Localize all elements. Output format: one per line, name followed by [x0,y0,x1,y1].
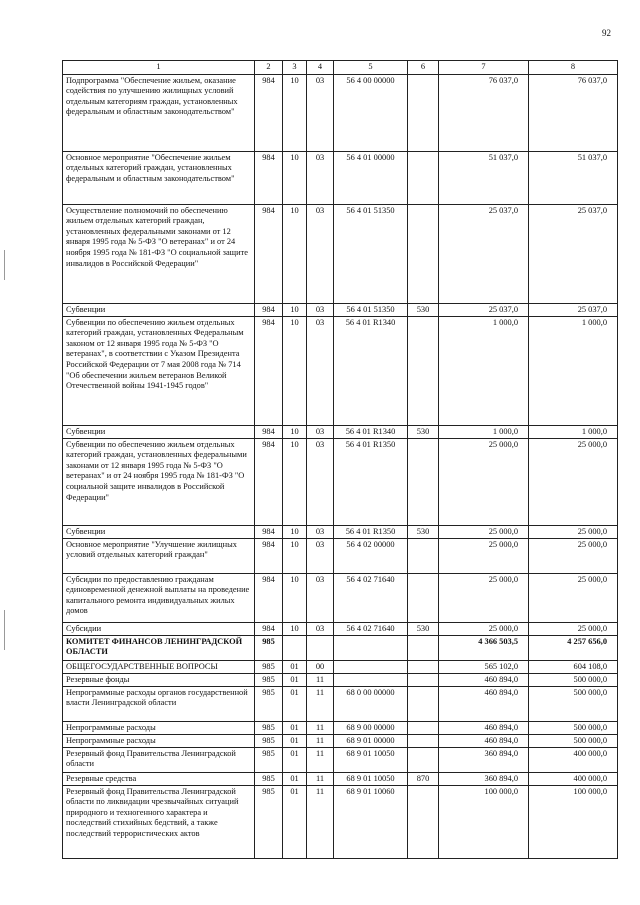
amount-year1-cell: 1 000,0 [439,316,529,425]
target-article-cell: 68 0 00 00000 [334,686,408,721]
section-code-cell: 01 [283,747,307,772]
target-article-cell: 56 4 01 00000 [334,151,408,204]
row-name-cell: Основное мероприятие "Обеспечение жильем отдельных категорий граждан, установленных федеральным и областным законодательством" [63,151,255,204]
amount-year1-cell: 360 894,0 [439,772,529,785]
expense-type-cell [408,635,439,660]
row-name-cell: Непрограммные расходы органов государственной власти Ленинградской области [63,686,255,721]
target-article-cell: 68 9 00 00000 [334,721,408,734]
target-article-cell: 56 4 01 51350 [334,204,408,303]
target-article-cell: 56 4 00 00000 [334,74,408,151]
section-code-cell: 10 [283,525,307,538]
expense-type-cell [408,151,439,204]
column-header-2: 2 [255,61,283,75]
section-code-cell: 01 [283,734,307,747]
subsection-code-cell: 03 [307,525,334,538]
subsection-code-cell: 11 [307,734,334,747]
subsection-code-cell: 11 [307,747,334,772]
section-code-cell: 10 [283,622,307,635]
expense-type-cell: 870 [408,772,439,785]
expense-type-cell: 530 [408,303,439,316]
column-header-6: 6 [408,61,439,75]
subsection-code-cell: 03 [307,151,334,204]
row-name-cell: Субвенции [63,525,255,538]
table-row [63,316,618,425]
amount-year1-cell: 25 000,0 [439,538,529,573]
amount-year1-cell: 460 894,0 [439,721,529,734]
amount-year1-cell: 25 037,0 [439,204,529,303]
amount-year2-cell: 25 000,0 [529,538,618,573]
section-code-cell: 10 [283,425,307,438]
target-article-cell: 56 4 02 00000 [334,538,408,573]
target-article-cell: 68 9 01 10050 [334,772,408,785]
expense-type-cell: 530 [408,525,439,538]
ministry-code-cell: 984 [255,303,283,316]
table-row [63,622,618,635]
subsection-code-cell: 11 [307,721,334,734]
amount-year1-cell: 51 037,0 [439,151,529,204]
ministry-code-cell: 985 [255,772,283,785]
amount-year2-cell: 25 000,0 [529,438,618,525]
amount-year2-cell: 25 000,0 [529,573,618,622]
section-code-cell: 01 [283,785,307,858]
table-row [63,747,618,772]
expense-type-cell [408,538,439,573]
target-article-cell: 56 4 01 R1340 [334,316,408,425]
amount-year1-cell: 76 037,0 [439,74,529,151]
target-article-cell [334,635,408,660]
column-header-1: 1 [63,61,255,75]
expense-type-cell [408,660,439,673]
expense-type-cell [408,573,439,622]
subsection-code-cell: 03 [307,573,334,622]
column-header-5: 5 [334,61,408,75]
target-article-cell: 68 9 01 00000 [334,734,408,747]
expense-type-cell: 530 [408,622,439,635]
ministry-code-cell: 985 [255,734,283,747]
row-name-cell: Основное мероприятие "Улучшение жилищных условий отдельных категорий граждан" [63,538,255,573]
row-name-cell: Субсидии [63,622,255,635]
amount-year1-cell: 25 000,0 [439,622,529,635]
table-row [63,721,618,734]
amount-year2-cell: 25 037,0 [529,303,618,316]
amount-year2-cell: 500 000,0 [529,673,618,686]
expense-type-cell: 530 [408,425,439,438]
ministry-code-cell: 985 [255,785,283,858]
row-name-cell: Субвенции [63,303,255,316]
amount-year2-cell: 1 000,0 [529,316,618,425]
expense-type-cell [408,204,439,303]
section-code-cell: 10 [283,573,307,622]
target-article-cell: 68 9 01 10050 [334,747,408,772]
ministry-code-cell: 984 [255,151,283,204]
target-article-cell: 56 4 01 R1350 [334,525,408,538]
subsection-code-cell: 03 [307,425,334,438]
ministry-code-cell: 984 [255,425,283,438]
target-article-cell: 68 9 01 10060 [334,785,408,858]
amount-year1-cell: 1 000,0 [439,425,529,438]
amount-year2-cell: 100 000,0 [529,785,618,858]
table-row [63,204,618,303]
target-article-cell [334,673,408,686]
amount-year2-cell: 1 000,0 [529,425,618,438]
expense-type-cell [408,316,439,425]
ministry-code-cell: 984 [255,316,283,425]
subsection-code-cell: 03 [307,538,334,573]
target-article-cell [334,660,408,673]
table-row [63,734,618,747]
subsection-code-cell: 11 [307,785,334,858]
expense-type-cell [408,673,439,686]
row-name-cell: Непрограммные расходы [63,734,255,747]
row-name-cell: Резервный фонд Правительства Ленинградской области [63,747,255,772]
table-row [63,573,618,622]
amount-year1-cell: 25 037,0 [439,303,529,316]
page-number: 92 [602,28,611,38]
target-article-cell: 56 4 01 51350 [334,303,408,316]
table-row [63,151,618,204]
subsection-code-cell: 11 [307,673,334,686]
ministry-code-cell: 984 [255,438,283,525]
section-code-cell [283,635,307,660]
ministry-code-cell: 984 [255,204,283,303]
row-name-cell: ОБЩЕГОСУДАРСТВЕННЫЕ ВОПРОСЫ [63,660,255,673]
column-header-3: 3 [283,61,307,75]
table-row [63,303,618,316]
table-row [63,635,618,660]
budget-table [62,60,618,859]
amount-year1-cell: 25 000,0 [439,525,529,538]
column-header-row [63,61,618,75]
expense-type-cell [408,747,439,772]
amount-year2-cell: 500 000,0 [529,686,618,721]
amount-year2-cell: 500 000,0 [529,734,618,747]
amount-year2-cell: 25 000,0 [529,622,618,635]
subsection-code-cell: 03 [307,622,334,635]
ministry-code-cell: 984 [255,74,283,151]
amount-year2-cell: 25 037,0 [529,204,618,303]
ministry-code-cell: 985 [255,660,283,673]
ministry-code-cell: 985 [255,635,283,660]
amount-year1-cell: 460 894,0 [439,673,529,686]
table-row [63,538,618,573]
table-row [63,525,618,538]
subsection-code-cell: 11 [307,686,334,721]
amount-year1-cell: 4 366 503,5 [439,635,529,660]
row-name-cell: Резервные фонды [63,673,255,686]
expense-type-cell [408,686,439,721]
row-name-cell: Субвенции [63,425,255,438]
row-name-cell: Резервный фонд Правительства Ленинградской области по ликвидации чрезвычайных ситуаций природного и техногенного характера и последствий стихийных бедствий, а также последствий террористических актов [63,785,255,858]
target-article-cell: 56 4 01 R1350 [334,438,408,525]
subsection-code-cell: 03 [307,438,334,525]
expense-type-cell [408,721,439,734]
column-header-8: 8 [529,61,618,75]
amount-year2-cell: 604 108,0 [529,660,618,673]
section-code-cell: 01 [283,673,307,686]
section-code-cell: 10 [283,303,307,316]
subsection-code-cell: 03 [307,303,334,316]
expense-type-cell [408,438,439,525]
subsection-code-cell: 00 [307,660,334,673]
expense-type-cell [408,734,439,747]
row-name-cell: Непрограммные расходы [63,721,255,734]
section-code-cell: 01 [283,686,307,721]
expense-type-cell [408,74,439,151]
amount-year1-cell: 460 894,0 [439,734,529,747]
amount-year1-cell: 360 894,0 [439,747,529,772]
table-row [63,772,618,785]
table-row [63,673,618,686]
amount-year2-cell: 400 000,0 [529,772,618,785]
table-row [63,785,618,858]
table-body [63,61,618,859]
amount-year1-cell: 565 102,0 [439,660,529,673]
amount-year1-cell: 25 000,0 [439,573,529,622]
table-row [63,438,618,525]
amount-year2-cell: 4 257 656,0 [529,635,618,660]
table-row [63,686,618,721]
target-article-cell: 56 4 01 R1340 [334,425,408,438]
ministry-code-cell: 984 [255,538,283,573]
expense-type-cell [408,785,439,858]
section-code-cell: 10 [283,316,307,425]
amount-year2-cell: 76 037,0 [529,74,618,151]
target-article-cell: 56 4 02 71640 [334,573,408,622]
ministry-code-cell: 985 [255,747,283,772]
section-code-cell: 01 [283,772,307,785]
row-name-cell: Подпрограмма "Обеспечение жильем, оказание содействия по улучшению жилищных условий отдельным категориям граждан, установленных федеральным и областным законодательством" [63,74,255,151]
table-row [63,425,618,438]
row-name-cell: Субвенции по обеспечению жильем отдельных категорий граждан, установленных Федеральным законом от 12 января 1995 года № 5-ФЗ "О ветеранах", в соответствии с Указом Президента Российской Федерации от 7 мая 2008 года № 714 "Об обеспечении жильем ветеранов Великой Отечественной войны 1941-1945 годов" [63,316,255,425]
amount-year2-cell: 400 000,0 [529,747,618,772]
amount-year2-cell: 25 000,0 [529,525,618,538]
ministry-code-cell: 984 [255,622,283,635]
section-code-cell: 10 [283,204,307,303]
section-code-cell: 01 [283,721,307,734]
ministry-code-cell: 984 [255,525,283,538]
amount-year2-cell: 500 000,0 [529,721,618,734]
row-name-cell: Резервные средства [63,772,255,785]
scan-edge-mark [4,610,5,650]
table-row [63,74,618,151]
amount-year1-cell: 100 000,0 [439,785,529,858]
amount-year1-cell: 25 000,0 [439,438,529,525]
section-code-cell: 10 [283,151,307,204]
row-name-cell: КОМИТЕТ ФИНАНСОВ ЛЕНИНГРАДСКОЙ ОБЛАСТИ [63,635,255,660]
subsection-code-cell: 03 [307,204,334,303]
ministry-code-cell: 984 [255,573,283,622]
section-code-cell: 10 [283,538,307,573]
section-code-cell: 10 [283,74,307,151]
ministry-code-cell: 985 [255,721,283,734]
section-code-cell: 01 [283,660,307,673]
row-name-cell: Осуществление полномочий по обеспечению жильем отдельных категорий граждан, установленных федеральными законами от 12 января 1995 года № 5-ФЗ "О ветеранах" и от 24 ноября 1995 года № 181-ФЗ "О социальной защите инвалидов в Российской Федерации" [63,204,255,303]
table-row [63,660,618,673]
subsection-code-cell [307,635,334,660]
row-name-cell: Субсидии по предоставлению гражданам единовременной денежной выплаты на проведение капитального ремонта индивидуальных жилых домов [63,573,255,622]
target-article-cell: 56 4 02 71640 [334,622,408,635]
ministry-code-cell: 985 [255,686,283,721]
subsection-code-cell: 03 [307,74,334,151]
row-name-cell: Субвенции по обеспечению жильем отдельных категорий граждан, установленных федеральными законами от 12 января 1995 года № 5-ФЗ "О ветеранах" и от 24 ноября 1995 года № 181-ФЗ "О социальной защите инвалидов в Российской Федерации" [63,438,255,525]
subsection-code-cell: 03 [307,316,334,425]
amount-year2-cell: 51 037,0 [529,151,618,204]
subsection-code-cell: 11 [307,772,334,785]
amount-year1-cell: 460 894,0 [439,686,529,721]
ministry-code-cell: 985 [255,673,283,686]
column-header-7: 7 [439,61,529,75]
section-code-cell: 10 [283,438,307,525]
scan-edge-mark [4,250,5,280]
column-header-4: 4 [307,61,334,75]
